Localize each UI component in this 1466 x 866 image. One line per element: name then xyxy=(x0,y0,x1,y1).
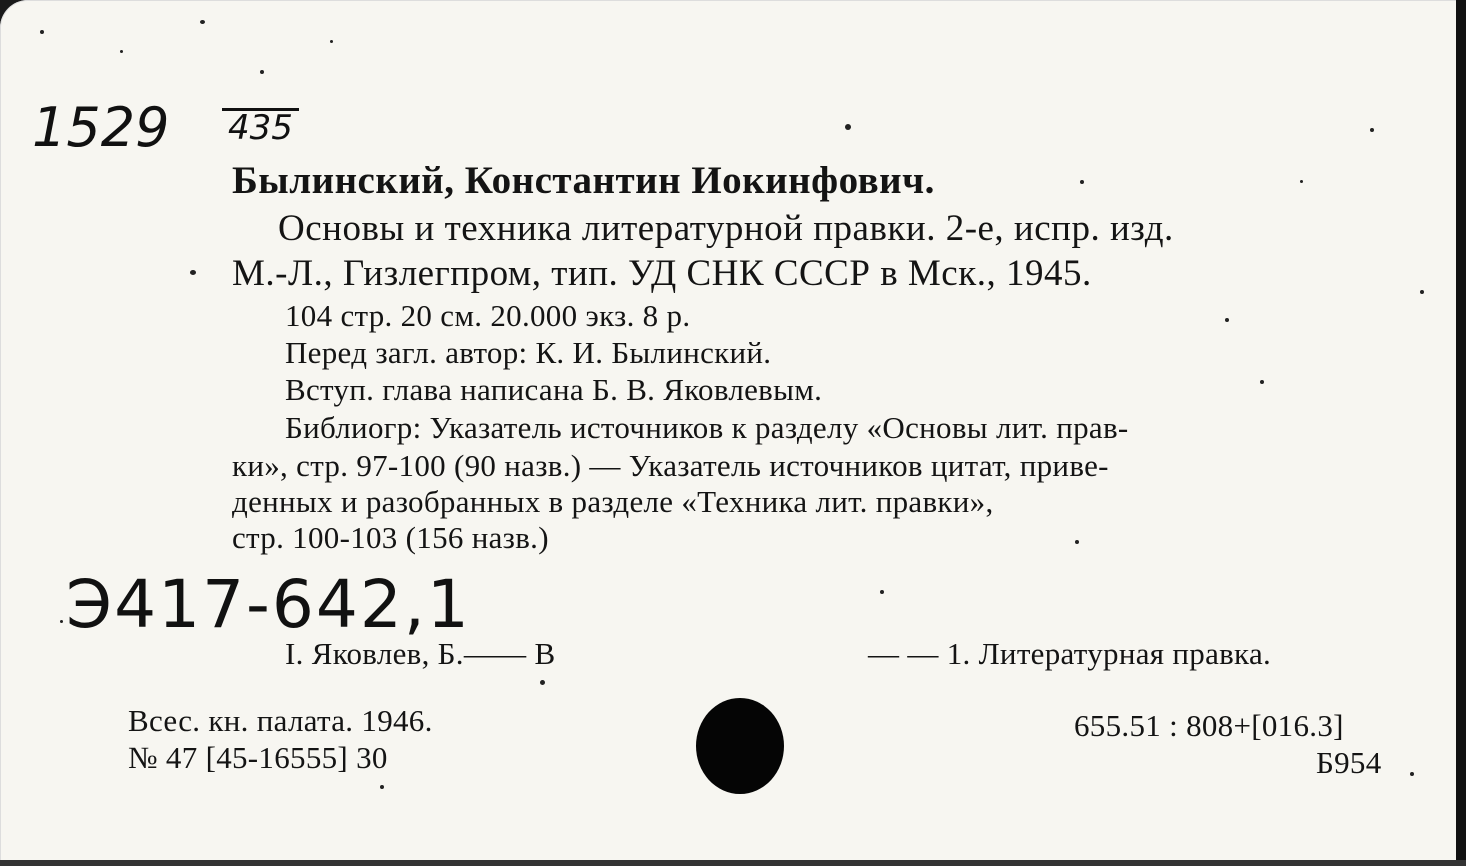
title-line-2: М.-Л., Гизлегпром, тип. УД СНК СССР в Мск., 1945. xyxy=(232,253,1092,294)
speck xyxy=(200,20,205,24)
card-edge-right xyxy=(1456,0,1466,866)
speck xyxy=(1075,540,1079,544)
speck xyxy=(60,620,63,623)
added-entry: I. Яковлев, Б.—— В xyxy=(285,636,556,671)
author-mark: Б954 xyxy=(1316,745,1382,780)
collation: 104 стр. 20 см. 20.000 экз. 8 р. xyxy=(285,298,691,333)
speck xyxy=(380,785,384,789)
note-intro: Вступ. глава написана Б. В. Яковлевым. xyxy=(285,372,823,407)
publisher-line-2: № 47 [45-16555] 30 xyxy=(128,740,388,775)
bibliography-line-2: ки», стр. 97-100 (90 назв.) — Указатель источников цитат, приве- xyxy=(232,448,1109,483)
bibliography-line-4: стр. 100-103 (156 назв.) xyxy=(232,520,549,555)
speck xyxy=(1080,180,1084,184)
speck xyxy=(1260,380,1264,384)
bibliography-line-3: денных и разобранных в разделе «Техника лит. правки», xyxy=(232,484,994,519)
speck xyxy=(40,30,44,34)
speck xyxy=(260,70,264,74)
title-line-1: Основы и техника литературной правки. 2-е, испр. изд. xyxy=(278,208,1174,249)
speck xyxy=(190,270,196,275)
punch-hole xyxy=(696,698,784,794)
speck xyxy=(540,680,545,685)
speck xyxy=(1225,318,1229,322)
speck xyxy=(1300,180,1303,183)
shelfmark-subnumber: 435 xyxy=(222,108,299,147)
speck xyxy=(1410,772,1414,776)
speck xyxy=(120,50,123,53)
speck xyxy=(1420,290,1424,294)
publisher-line-1: Всес. кн. палата. 1946. xyxy=(128,703,433,738)
card-edge-bottom xyxy=(0,860,1466,866)
author-heading: Былинский, Константин Иокинфович. xyxy=(232,159,935,202)
udc-number: 655.51 : 808+[016.3] xyxy=(1074,708,1344,743)
note-author: Перед загл. автор: К. И. Былинский. xyxy=(285,335,772,370)
speck xyxy=(845,124,851,130)
speck xyxy=(880,590,884,594)
handwritten-code: Э417-642,1 xyxy=(66,566,471,643)
subject-heading: — — 1. Литературная правка. xyxy=(868,636,1272,671)
shelfmark-number: 1529 xyxy=(32,96,170,159)
speck xyxy=(330,40,333,43)
bibliography-line-1: Библиогр: Указатель источников к разделу «Основы лит. прав- xyxy=(285,410,1129,445)
speck xyxy=(1370,128,1374,132)
